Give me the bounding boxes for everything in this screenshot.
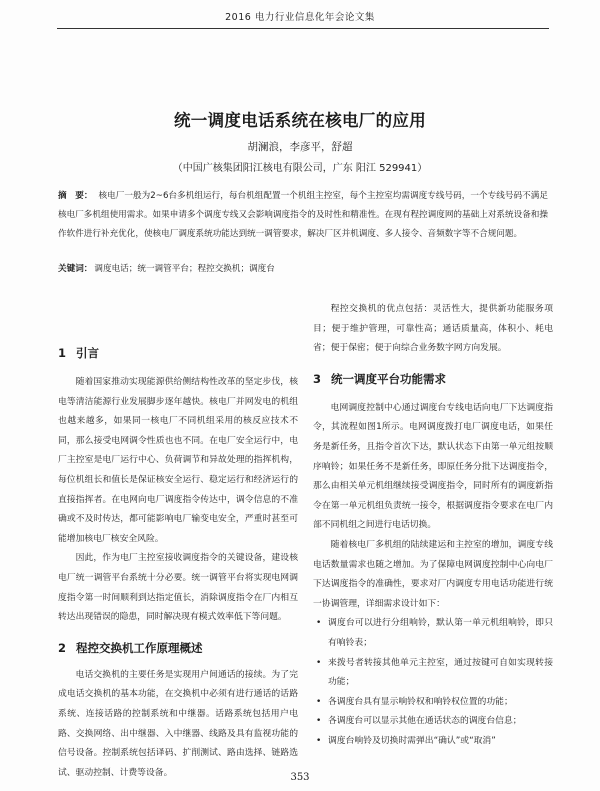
list-item: • 各调度台可以显示其他在通话状态的调度台信息；: [313, 712, 553, 732]
right-column: [313, 300, 553, 751]
abstract-label: 摘 要：: [58, 191, 93, 201]
bullet-icon: •: [316, 696, 322, 707]
paper-authors: 胡澜浪，李彦平，舒超: [247, 141, 353, 153]
header-rule: [57, 28, 549, 29]
paper-title: 统一调度电话系统在核电厂的应用: [174, 111, 426, 130]
section-3-paragraph: 随着核电厂多机组的陆续建运和主控室的增加，调度专线电话数量需求也随之增加。为了保障电网调度控制中心向电厂下达调度指令的准确性，要求对厂内调度专用电话功能进行统一协调管理，详细需求设计如下：: [313, 539, 553, 609]
page-number: 353: [290, 772, 310, 783]
section-2-number: 2: [58, 640, 67, 655]
running-header: 2016 电力行业信息化年会论文集: [225, 12, 375, 23]
section-1-heading: [58, 343, 298, 363]
section-2-title: 程控交换机工作原理概述: [76, 640, 203, 655]
list-item: • 调度台可以进行分组响铃，默认第一单元机组响铃，即只有响铃表；: [313, 614, 553, 653]
left-column: [58, 343, 298, 783]
paper-affiliation: （中国广核集团阳江核电有限公司，广东 阳江 529941）: [172, 163, 428, 174]
section-3-title: 统一调度平台功能需求: [331, 371, 447, 386]
bullet-icon: •: [316, 735, 322, 746]
keywords-text: 调度电话；统一调管平台；程控交换机；调度台: [94, 264, 275, 274]
abstract: [58, 187, 548, 245]
requirements-list: [313, 614, 553, 751]
section-3-number: 3: [313, 371, 322, 386]
section-1-paragraph: 随着国家推动实现能源供给侧结构性改革的坚定步伐，核电等清洁能源行业发展脚步逐年越快。核电厂并网发电的机组也越来越多，如果同一核电厂不同机组采用的核反应技术不同，那么接受电网调令性质也也不同。在电厂安全运行中，电厂主控室是电厂运行中心、负荷调节和异故处理的指挥机构，每位机组长和值长是保证核安全运行、稳定运行和经济运行的直接指挥者。在电网向电厂调度指令传达中，调令信息的不准确或不及时传达，都可能影响电厂输变电安全，严重时甚至可能增加核电厂核安全风险。: [58, 377, 298, 544]
section-2-paragraph: 电话交换机的主要任务是实现用户间通话的接续。为了完成电话交换机的基本功能，在交换机中必须有进行通话的话路系统、连接话路的控制系统和中继器。话路系统包括用户电路、交换网络、出中继器、入中继器、线路及具有监视功能的信号设备。控制系统包括译码、扩削测试、路由选择、链路选试、驱动控制、计费等设备。: [58, 669, 298, 778]
bullet-icon: •: [316, 618, 322, 629]
section-1-number: 1: [58, 346, 67, 360]
keywords: [58, 260, 548, 278]
list-item: • 来拨号者转接其他单元主控室，通过按键可自如实现转接功能；: [313, 654, 553, 693]
section-3-heading: [313, 369, 553, 389]
abstract-text: 核电厂一般为2~6台多机组运行，每台机组配置一个机组主控室，每个主控室均需调度专线号码，一个专线号码不满足核电厂多机组使用需求。如果申请多个调度专线又会影响调度指令的及时性和精准性。在现有程控调度网的基础上对系统设备和操作软件进行补充优化，使核电厂调度系统功能达到统一调管要求，解决厂区并机调度、多人接令、音频数字等不合规问题。: [58, 191, 548, 240]
section-1-title: 引言: [76, 346, 100, 360]
bullet-icon: •: [316, 716, 322, 727]
keywords-label: 关键词：: [58, 264, 93, 274]
right-intro-paragraph: 程控交换机的优点包括：灵活性大，提供新功能服务项目；便于维护管理，可靠性高；通话质量高，体积小、耗电省；便于保密；便于向综合业务数字网方向发展。: [313, 304, 553, 354]
list-item: • 调度台响铃及切换时需弹出“确认”或“取消”: [313, 732, 553, 752]
section-3-paragraph: 电网调度控制中心通过调度台专线电话向电厂下达调度指令，其流程如图1所示。电网调度拨打电厂调度电话，如果任务是新任务，且指令首次下达，默认状态下由第一单元组按顺序响铃；如果任务不是新任务，即原任务分批下达调度指令，那么由相关单元机组继续接受调度指令，同时所有的调度新指令在第一单元机组负责统一接令，根据调度指令要求在电厂内部不同机组之间进行电话切换。: [313, 402, 553, 531]
list-item: • 各调度台具有显示响铃权和响铃权位置的功能；: [313, 693, 553, 713]
bullet-icon: •: [316, 657, 322, 668]
section-1-paragraph: 因此，作为电厂主控室接收调度指令的关键设备，建设核电厂统一调管平台系统十分必要。统一调管平台将实现电网调度指令第一时间顺利到达指定值长，消除调度指令在厂内相互转达出现错误的隐患，同时解决现有模式效率低下等问题。: [58, 553, 298, 623]
section-2-heading: [58, 638, 298, 658]
